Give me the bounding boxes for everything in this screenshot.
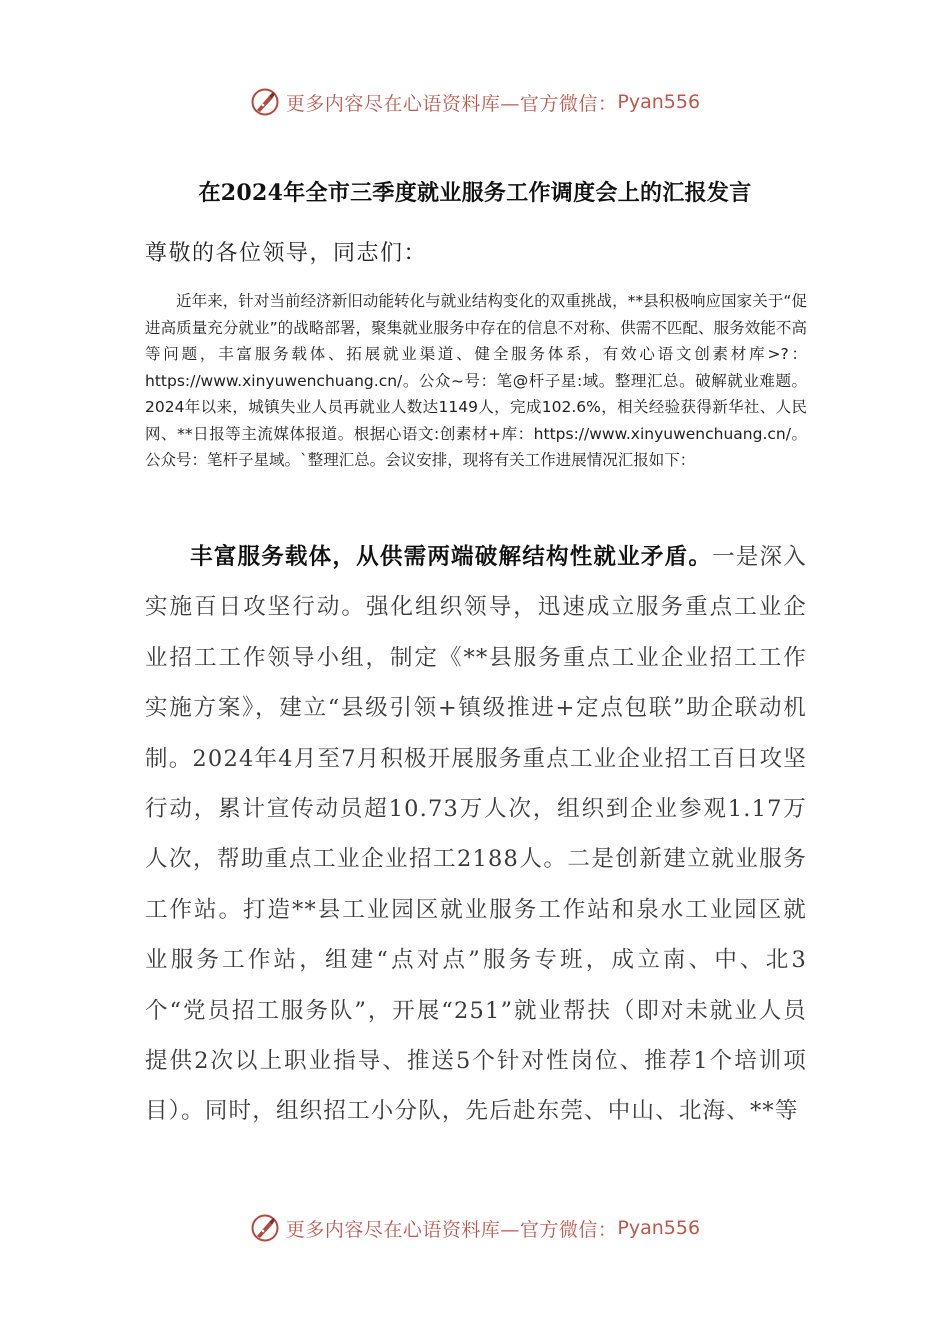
bottom-watermark-banner [0,1208,950,1248]
watermark-wechat-id: Pyan556 [617,91,701,113]
salutation: 尊敬的各位领导，同志们： [145,241,428,266]
intro-paragraph: 近年来，针对当前经济新旧动能转化与就业结构变化的双重挑战，**县积极响应国家关于“促进高质量充分就业”的战略部署，聚集就业服务中存在的信息不对称、供需不匹配、服务效能不高等问题，丰富服务载体、拓展就业渠道、健全服务体系，有效心语文创素材库>?：https://www.xinyuwenchuang.cn/。公众~号：笔@杆子星:域。整理汇总。破解就业难题。2024年以来，城镇失业人员再就业人数达1149人，完成102.6%，相关经验获得新华社、人民网、**日报等主流媒体报道。根据心语文:创素材+库：https://www.xinyuwenchuang.cn/。公众号：笔杆子星域。`整理汇总。会议安排，现将有关工作进展情况汇报如下： [145,292,807,469]
document-title: 在2024年全市三季度就业服务工作调度会上的汇报发言 [198,180,752,206]
top-watermark-banner [0,82,950,122]
watermark-wechat-id: Pyan556 [617,1217,701,1239]
section-paragraph [145,532,807,1137]
section-body: 一是深入实施百日攻坚行动。强化组织领导，迅速成立服务重点工业企业招工工作领导小组，制定《**县服务重点工业企业招工工作实施方案》，建立“县级引领+镇级推进+定点包联”助企联动机制。2024年4月至7月积极开展服务重点工业企业招工百日攻坚行动，累计宣传动员超10.73万人次，组织到企业参观1.17万人次，帮助重点工业企业招工2188人。二是创新建立就业服务工作站。打造**县工业园区就业服务工作站和泉水工业园区就业服务工作站，组建“点对点”服务专班，成立南、中、北3个“党员招工服务队”，开展“251”就业帮扶（即对未就业人员提供2次以上职业指导、推送5个针对性岗位、推荐1个培训项目）。同时，组织招工小分队，先后赴东莞、中山、北海、**等 [145,544,807,1125]
pen-nib-logo-icon [250,1213,280,1243]
pen-nib-logo-icon [250,87,280,117]
watermark-text: 更多内容尽在心语资料库—官方微信： [285,92,618,115]
watermark-text: 更多内容尽在心语资料库—官方微信： [285,1218,618,1241]
section-heading: 丰富服务载体，从供需两端破解结构性就业矛盾。 [190,544,713,570]
